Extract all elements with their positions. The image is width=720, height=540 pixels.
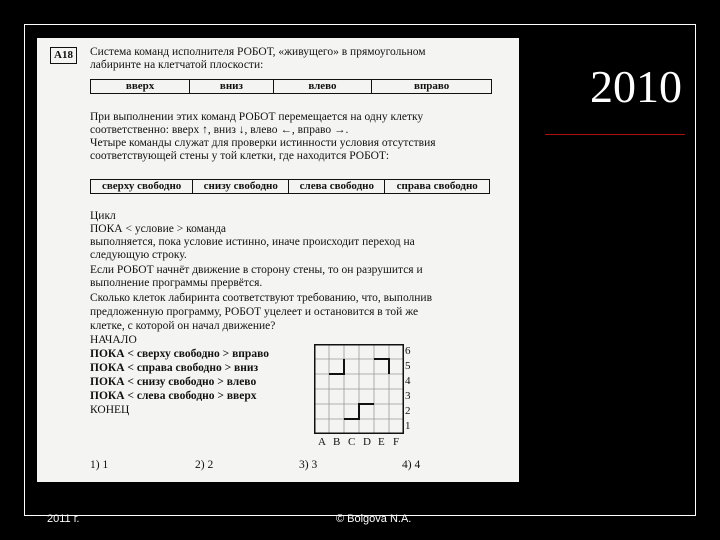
loop-text-line: предложенную программу, РОБОТ уцелеет и остановится в той же	[90, 306, 419, 318]
program-line: НАЧАЛО	[90, 334, 137, 346]
program-line: КОНЕЦ	[90, 404, 130, 416]
cond-left-free-cell: слева свободно	[289, 180, 385, 194]
condition-commands-table	[90, 179, 490, 194]
maze-wall	[344, 404, 374, 419]
loop-text-line: выполняется, пока условие истинно, иначе происходит переход на	[90, 236, 415, 248]
move-down-cell: вниз	[190, 80, 273, 94]
footer-date: 2011 г.	[47, 513, 80, 525]
row-label: 3	[405, 390, 411, 402]
move-text-line: соответствующей стены у той клетки, где находится РОБОТ:	[90, 150, 390, 162]
slide-title-year: 2010	[590, 61, 682, 112]
loop-text-line: Сколько клеток лабиринта соответствуют требованию, что, выполнив	[90, 292, 433, 304]
answer-option: 3) 3	[299, 459, 318, 471]
move-text-line: соответственно: вверх ↑, вниз ↓, влево ←, вправо →.	[90, 124, 349, 136]
move-right-cell: вправо	[372, 80, 492, 94]
loop-text-line: клетке, с которой он начал движение?	[90, 320, 276, 332]
loop-text-line: следующую строку.	[90, 249, 187, 261]
answer-option: 4) 4	[402, 459, 421, 471]
move-commands-table	[90, 79, 492, 94]
col-label: A	[318, 436, 326, 448]
cond-top-free-cell: сверху свободно	[91, 180, 193, 194]
cond-bottom-free-cell: снизу свободно	[193, 180, 289, 194]
row-label: 2	[405, 405, 411, 417]
row-label: 5	[405, 360, 411, 372]
col-label: E	[378, 436, 385, 448]
col-label: B	[333, 436, 341, 448]
maze-wall	[374, 359, 389, 374]
program-line: ПОКА < слева свободно > вверх	[90, 390, 257, 402]
cond-right-free-cell: справа свободно	[385, 180, 490, 194]
loop-text-line: выполнение программы прервётся.	[90, 277, 263, 289]
answer-option: 2) 2	[195, 459, 214, 471]
row-label: 6	[405, 345, 411, 357]
intro-line: Система команд исполнителя РОБОТ, «живущего» в прямоугольном	[90, 46, 426, 58]
program-line: ПОКА < сверху свободно > вправо	[90, 348, 269, 360]
move-up-cell: вверх	[91, 80, 190, 94]
col-label: F	[393, 436, 400, 448]
answer-option: 1) 1	[90, 459, 109, 471]
move-text-line: Четыре команды служат для проверки истинности условия отсутствия	[90, 137, 436, 149]
scanned-task-page	[37, 38, 519, 482]
task-number-tag: А18	[50, 47, 77, 64]
intro-line: лабиринте на клетчатой плоскости:	[90, 59, 264, 71]
col-label: D	[363, 436, 371, 448]
title-divider	[545, 134, 685, 135]
col-label: C	[348, 436, 356, 448]
loop-text-line: Цикл	[90, 210, 116, 222]
row-label: 1	[405, 420, 411, 432]
move-text-line: При выполнении этих команд РОБОТ перемещается на одну клетку	[90, 111, 424, 123]
program-line: ПОКА < справа свободно > вниз	[90, 362, 259, 374]
loop-text-line: Если РОБОТ начнёт движение в сторону стены, то он разрушится и	[90, 264, 423, 276]
loop-text-line: ПОКА < условие > команда	[90, 223, 227, 235]
footer-author: © Bolgova N.A.	[336, 513, 412, 525]
row-label: 4	[405, 375, 411, 387]
maze-wall	[329, 359, 344, 374]
program-line: ПОКА < снизу свободно > влево	[90, 376, 257, 388]
move-left-cell: влево	[273, 80, 372, 94]
maze-grid	[314, 344, 404, 434]
